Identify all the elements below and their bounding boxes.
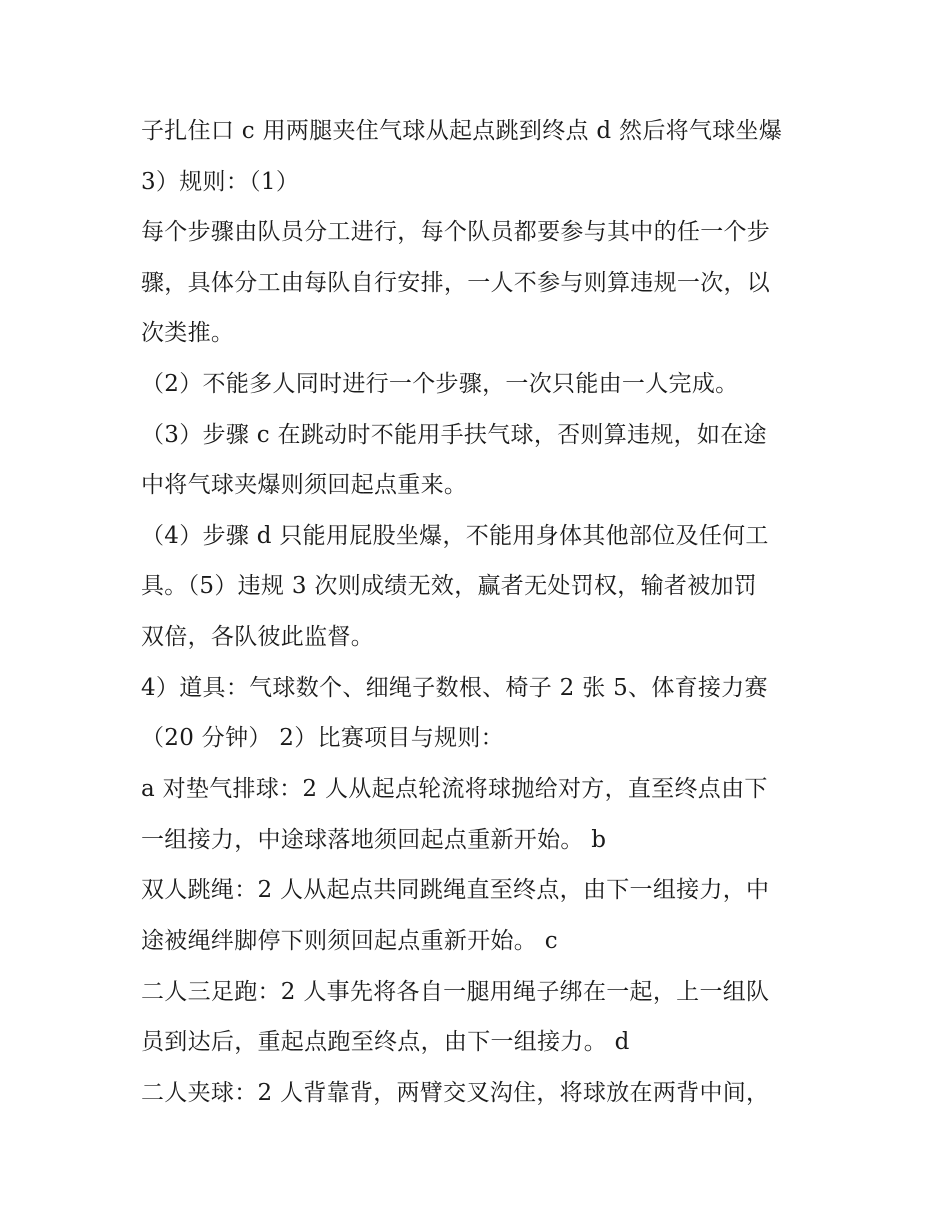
text-line: 子扎住口 c 用两腿夹住气球从起点跳到终点 d 然后将气球坐爆 (141, 118, 783, 144)
text-line: 双人跳绳：2 人从起点共同跳绳直至终点，由下一组接力，中 (141, 877, 770, 903)
text-line: 4）道具：气球数个、细绳子数根、椅子 2 张 5、体育接力赛 (141, 675, 768, 701)
text-line: 途被绳绊脚停下则须回起点重新开始。 c (141, 928, 558, 954)
text-line: 中将气球夹爆则须回起点重来。 (141, 472, 468, 498)
text-line: 具。（5）违规 3 次则成绩无效，赢者无处罚权，输者被加罚 (141, 573, 758, 599)
text-line: 二人三足跑：2 人事先将各自一腿用绳子绑在一起，上一组队 (141, 979, 770, 1005)
text-line: 双倍，各队彼此监督。 (141, 624, 374, 650)
text-line: 3）规则：（1） (141, 169, 300, 195)
text-line: 一组接力，中途球落地须回起点重新开始。 b (141, 827, 607, 853)
text-line: 员到达后，重起点跑至终点，由下一组接力。 d (141, 1029, 630, 1055)
text-line: 每个步骤由队员分工进行，每个队员都要参与其中的任一个步 (141, 219, 771, 245)
text-line: （2）不能多人同时进行一个步骤，一次只能由一人完成。 (141, 371, 739, 397)
text-line: 次类推。 (141, 320, 235, 346)
text-line: （3）步骤 c 在跳动时不能用手扶气球，否则算违规，如在途 (141, 422, 767, 448)
text-line: a 对垫气排球：2 人从起点轮流将球抛给对方，直至终点由下 (141, 776, 768, 802)
text-line: （20 分钟） 2）比赛项目与规则： (141, 725, 504, 751)
text-line: 骤，具体分工由每队自行安排，一人不参与则算违规一次，以 (141, 270, 771, 296)
text-line: （4）步骤 d 只能用屁股坐爆，不能用身体其他部位及任何工 (141, 523, 769, 549)
text-line: 二人夹球：2 人背靠背，两臂交叉沟住，将球放在两背中间， (141, 1080, 770, 1106)
